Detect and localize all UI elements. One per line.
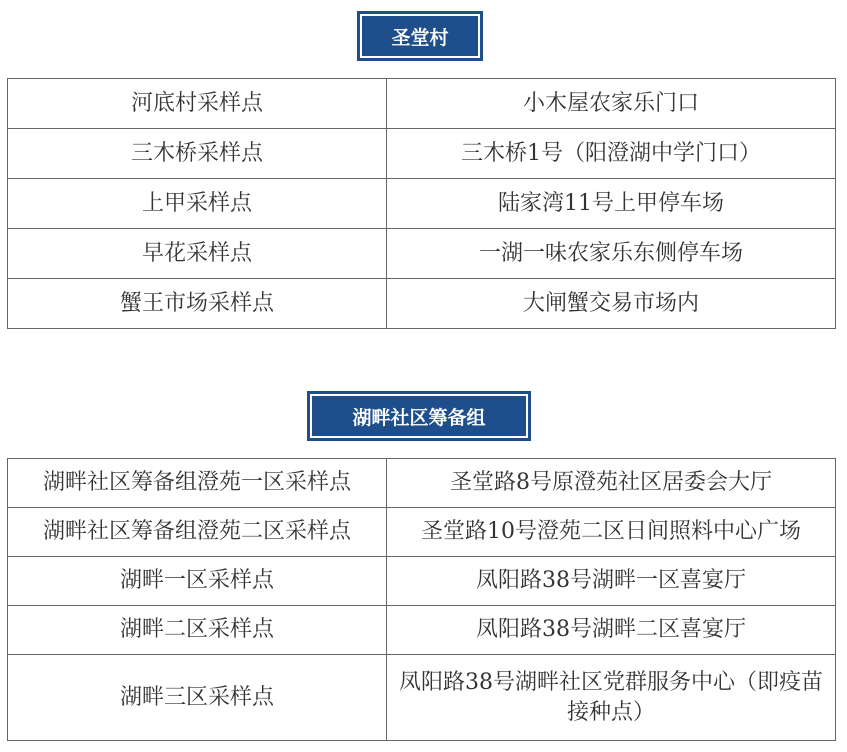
site-name-cell: 上甲采样点 — [8, 179, 387, 229]
sampling-sites-table-hupan — [7, 458, 836, 741]
section-title-text: 湖畔社区筹备组 — [352, 406, 486, 429]
site-address-cell: 凤阳路38号湖畔二区喜宴厅 — [387, 606, 836, 655]
site-name-cell: 湖畔二区采样点 — [8, 606, 387, 655]
section-title-text: 圣堂村 — [391, 26, 449, 49]
site-address-cell: 凤阳路38号湖畔一区喜宴厅 — [387, 557, 836, 606]
site-address-cell: 圣堂路8号原澄苑社区居委会大厅 — [387, 459, 836, 508]
table-row — [8, 459, 836, 508]
site-name-cell: 蟹王市场采样点 — [8, 279, 387, 329]
site-address-cell: 三木桥1号（阳澄湖中学门口） — [387, 129, 836, 179]
table-row — [8, 606, 836, 655]
site-address-cell: 凤阳路38号湖畔社区党群服务中心（即疫苗接种点） — [387, 655, 836, 741]
site-name-cell: 早花采样点 — [8, 229, 387, 279]
site-name-cell: 三木桥采样点 — [8, 129, 387, 179]
site-name-cell: 湖畔三区采样点 — [8, 655, 387, 741]
site-address-cell: 一湖一味农家乐东侧停车场 — [387, 229, 836, 279]
site-name-cell: 湖畔社区筹备组澄苑一区采样点 — [8, 459, 387, 508]
table-row — [8, 508, 836, 557]
site-name-cell: 湖畔社区筹备组澄苑二区采样点 — [8, 508, 387, 557]
site-address-cell: 圣堂路10号澄苑二区日间照料中心广场 — [387, 508, 836, 557]
site-name-cell: 湖畔一区采样点 — [8, 557, 387, 606]
site-address-cell: 小木屋农家乐门口 — [387, 79, 836, 129]
table-row — [8, 655, 836, 741]
site-name-cell: 河底村采样点 — [8, 79, 387, 129]
table-row — [8, 557, 836, 606]
site-address-cell: 大闸蟹交易市场内 — [387, 279, 836, 329]
site-address-cell: 陆家湾11号上甲停车场 — [387, 179, 836, 229]
